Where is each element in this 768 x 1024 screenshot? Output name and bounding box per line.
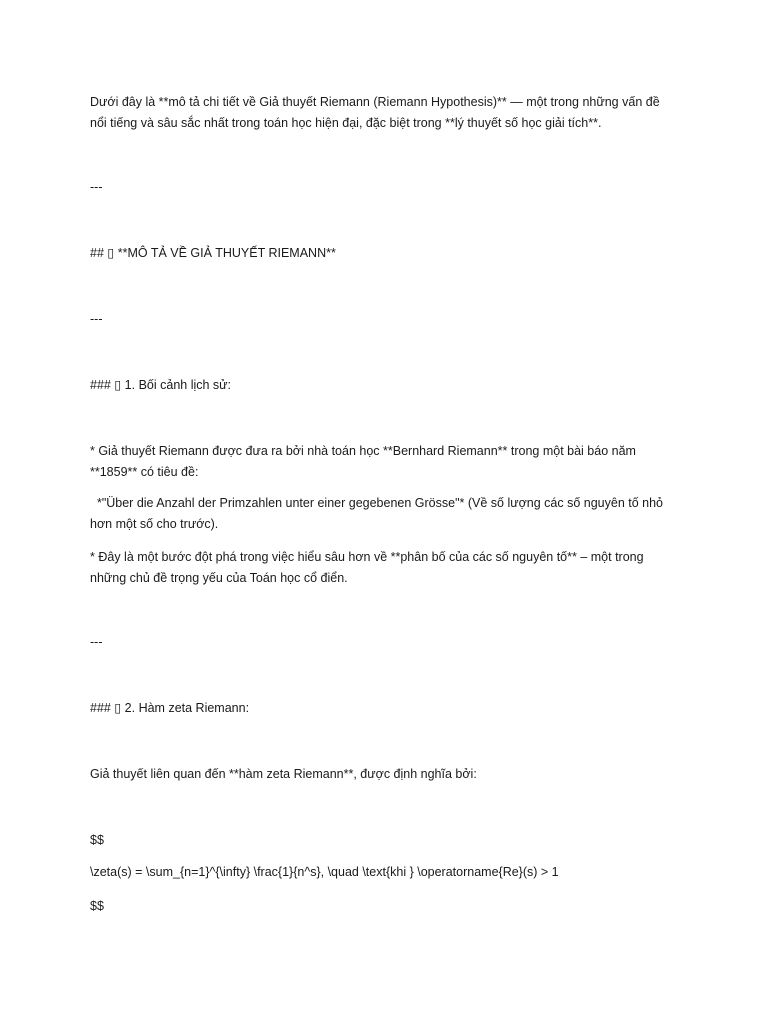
quote-line-2: hơn một số cho trước). — [90, 517, 219, 531]
math-delimiter-open: $$ — [90, 833, 104, 847]
bullet-2-line-1: * Đây là một bước đột phá trong việc hiểu sâu hơn về **phân bố của các số nguyên tố** – một trong — [90, 550, 644, 564]
quote-line-1: *"Über die Anzahl der Primzahlen unter einer gegebenen Grösse"* (Về số lượng các số nguyên tố nhỏ — [90, 496, 664, 510]
separator: --- — [90, 180, 103, 194]
bullet-1-line-2: **1859** có tiêu đề: — [90, 465, 199, 479]
math-formula: \zeta(s) = \sum_{n=1}^{\infty} \frac{1}{n^s}, \quad \text{khi } \operatorname{Re}(s) > 1 — [90, 865, 559, 879]
math-delimiter-close: $$ — [90, 899, 104, 913]
main-heading: ## ▯ **MÔ TẢ VỀ GIẢ THUYẾT RIEMANN** — [90, 246, 336, 260]
intro-line-2: nổi tiếng và sâu sắc nhất trong toán học hiện đại, đặc biệt trong **lý thuyết số học giải tích**. — [90, 116, 602, 130]
section-heading-zeta: ### ▯ 2. Hàm zeta Riemann: — [90, 701, 250, 715]
bullet-1-line-1: * Giả thuyết Riemann được đưa ra bởi nhà toán học **Bernhard Riemann** trong một bài báo năm — [90, 444, 636, 458]
zeta-paragraph: Giả thuyết liên quan đến **hàm zeta Riemann**, được định nghĩa bởi: — [90, 767, 477, 781]
bullet-2-line-2: những chủ đề trọng yếu của Toán học cổ điển. — [90, 571, 348, 585]
intro-line-1: Dưới đây là **mô tả chi tiết về Giả thuyết Riemann (Riemann Hypothesis)** — một trong những vấn đề — [90, 95, 660, 109]
separator: --- — [90, 635, 103, 649]
separator: --- — [90, 312, 103, 326]
section-heading-history: ### ▯ 1. Bối cảnh lịch sử: — [90, 378, 232, 392]
